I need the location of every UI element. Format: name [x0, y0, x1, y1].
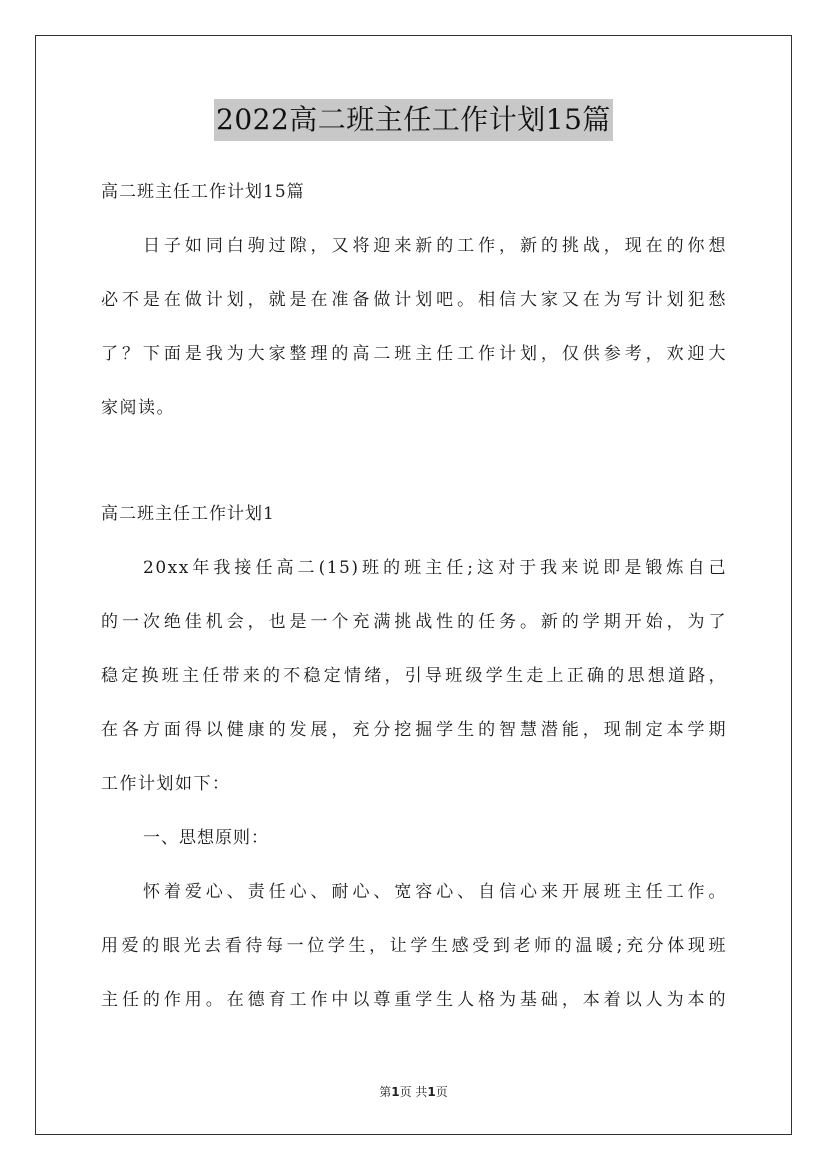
intro-line: 家阅读。 — [101, 398, 175, 418]
section-line: 在各方面得以健康的发展，充分挖掘学生的智慧潜能，现制定本学期 — [101, 720, 727, 740]
point-line: 主任的作用。在德育工作中以尊重学生人格为基础，本着以人为本的 — [101, 990, 727, 1010]
page-mid: 页 共 — [399, 1085, 428, 1099]
section-line: 稳定换班主任带来的不稳定情绪，引导班级学生走上正确的思想道路， — [101, 666, 727, 686]
point-line: 用爱的眼光去看待每一位学生，让学生感受到老师的温暖;充分体现班 — [101, 936, 727, 956]
intro-line: 必不是在做计划，就是在准备做计划吧。相信大家又在为写计划犯愁 — [101, 290, 727, 310]
intro-line: 日子如同白驹过隙，又将迎来新的工作，新的挑战，现在的你想 — [143, 236, 727, 256]
intro-line: 了？下面是我为大家整理的高二班主任工作计划，仅供参考，欢迎大 — [101, 344, 727, 364]
page-footer — [0, 1083, 827, 1100]
section-heading: 高二班主任工作计划1 — [101, 504, 275, 524]
page-prefix: 第 — [379, 1085, 392, 1099]
point-line: 怀着爱心、责任心、耐心、宽容心、自信心来开展班主任工作。 — [143, 882, 727, 902]
document-body — [101, 165, 727, 1027]
paragraph-spacer — [101, 435, 727, 487]
section-line: 工作计划如下： — [101, 774, 231, 794]
page-current: 1 — [391, 1085, 400, 1099]
page-suffix: 页 — [435, 1085, 448, 1099]
document-title: 2022高二班主任工作计划15篇 — [214, 99, 613, 141]
subtitle: 高二班主任工作计划15篇 — [101, 182, 305, 202]
section-line: 的一次绝佳机会，也是一个充满挑战性的任务。新的学期开始，为了 — [101, 612, 727, 632]
title-container — [0, 99, 827, 141]
page-total: 1 — [427, 1085, 436, 1099]
section-line: 20xx年我接任高二(15)班的班主任;这对于我来说即是锻炼自己 — [143, 558, 727, 578]
point-heading: 一、思想原则： — [143, 828, 269, 848]
